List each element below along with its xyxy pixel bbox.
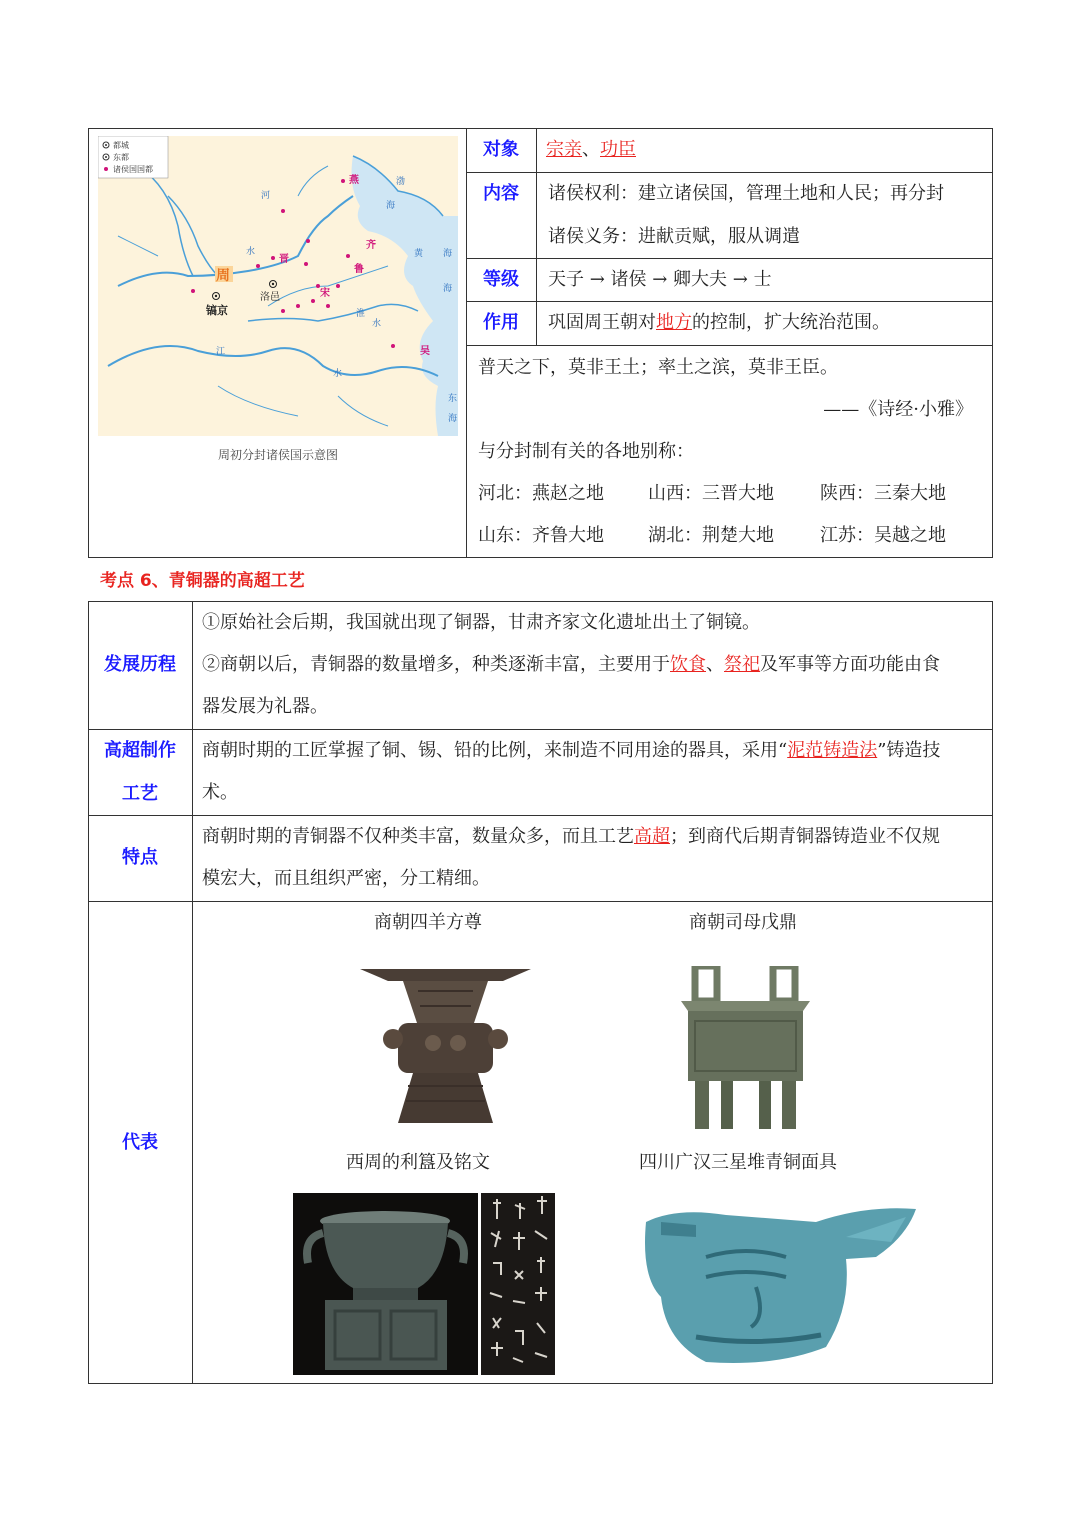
svg-text:河: 河	[261, 191, 271, 201]
svg-text:海: 海	[386, 201, 396, 211]
map-label-yan: 燕	[349, 175, 359, 186]
svg-text:海: 海	[443, 249, 453, 259]
map-label-luoyi: 洛邑	[260, 292, 280, 303]
target-ministers: 功臣	[600, 139, 636, 160]
sanxingdui-mask-image	[636, 1197, 921, 1367]
four-goat-zun-image	[358, 961, 533, 1126]
label-content: 内容	[483, 183, 519, 204]
svg-text:海: 海	[448, 414, 458, 424]
legend-eastern-capital: 东都	[113, 153, 129, 162]
effect-local: 地方	[656, 312, 692, 333]
craft-clay-mold: 泥范铸造法	[787, 740, 878, 761]
map-caption: 周初分封诸侯国示意图	[217, 448, 338, 462]
map-label-zhou: 周	[216, 268, 230, 284]
legend-vassal-capital: 诸侯国国都	[113, 165, 153, 174]
map-label-jin: 晋	[279, 254, 289, 265]
svg-text:渤: 渤	[396, 177, 406, 187]
content-rights: 诸侯权利：建立诸侯国，管理土地和人民；再分封	[548, 183, 944, 204]
label-rank: 等级	[483, 269, 519, 290]
craft-line-2: 术。	[202, 782, 238, 803]
effect-value: 巩固周王朝对地方的控制，扩大统治范围。	[548, 312, 890, 333]
quote-text: 普天之下，莫非王土；率土之滨，莫非王臣。	[478, 357, 838, 378]
caption-simuwu-ding: 商朝司母戊鼎	[689, 912, 797, 933]
quote-source: ——《诗经·小雅》	[823, 399, 973, 420]
section-title: 考点 6、青铜器的高超工艺	[100, 571, 305, 591]
svg-text:淮: 淮	[356, 309, 366, 319]
feature-line-2: 模宏大，而且组织严密，分工精细。	[202, 868, 490, 889]
map-label-haojing: 镐京	[206, 304, 228, 317]
caption-li-gui: 西周的利簋及铭文	[346, 1152, 490, 1173]
map-figure	[98, 136, 458, 462]
craft-line-1: 商朝时期的工匠掌握了铜、锡、铅的比例，来制造不同用途的器具，采用“泥范铸造法”铸造技	[202, 740, 941, 761]
table-bronze	[88, 601, 993, 1384]
svg-text:水: 水	[372, 319, 382, 329]
label-feature: 特点	[122, 847, 158, 868]
dev-food: 饮食	[670, 654, 706, 675]
simuwu-ding-image	[673, 966, 818, 1131]
caption-four-goat-zun: 商朝四羊方尊	[374, 912, 482, 933]
label-representative: 代表	[122, 1132, 158, 1153]
label-craft-2: 工艺	[122, 783, 158, 804]
svg-text:海: 海	[443, 284, 453, 294]
label-craft-1: 高超制作	[104, 740, 176, 761]
map-label-song: 宋	[320, 288, 330, 299]
dev-sacrifice: 祭祀	[724, 654, 760, 675]
li-gui-image	[293, 1193, 555, 1375]
label-target: 对象	[483, 139, 519, 160]
development-line-2: ②商朝以后，青铜器的数量增多，种类逐渐丰富，主要用于饮食、祭祀及军事等方面功能由食	[202, 654, 940, 675]
content-duties: 诸侯义务：进献贡赋，服从调遣	[548, 226, 800, 247]
svg-text:水: 水	[333, 369, 343, 379]
development-line-1: ①原始社会后期，我国就出现了铜器，甘肃齐家文化遗址出土了铜镜。	[202, 612, 760, 633]
feature-line-1: 商朝时期的青铜器不仅种类丰富，数量众多，而且工艺高超；到商代后期青铜器铸造业不仅规	[202, 826, 940, 847]
svg-text:水: 水	[246, 247, 256, 257]
label-effect: 作用	[483, 312, 519, 333]
rank-hierarchy: 天子 → 诸侯 → 卿大夫 → 士	[548, 269, 772, 290]
svg-text:黄: 黄	[414, 249, 424, 259]
map-label-lu: 鲁	[354, 264, 364, 275]
development-line-3: 器发展为礼器。	[202, 696, 328, 717]
legend-capital: 都城	[113, 141, 129, 150]
map-label-qi: 齐	[366, 240, 376, 251]
map-label-wu: 吴	[420, 346, 430, 357]
zhou-fief-map	[98, 136, 458, 436]
svg-text:东: 东	[448, 394, 458, 404]
svg-text:江: 江	[216, 347, 226, 357]
table-fengjian: 都城 东都 诸侯国国都 周 镐京 洛邑 燕 晋 齐 鲁 宋 吴 河 水 江 水 淮 水 渤 海 黄 海 海 东 海 周初分封诸侯国示意图 对象 宗亲、功臣 内容 诸侯权利：建立诸侯国，管理土地和人民；再分封 诸侯义务：进献贡赋，服从调遣 等级 天子 → 诸侯 → 卿大夫 → 士 作用 巩固周王朝对地方的控制，扩大统治范围。 普天之下，莫非王土；率土之滨，莫非王臣。 ——《诗经·小雅》 与分封制有关的各地别称： 河北：燕赵之地 山西：三晋大地 陕西：三秦大地 山东：齐鲁大地 湖北：荆楚大地 江苏：吴越之地	[88, 128, 993, 558]
target-kin: 宗亲	[546, 139, 582, 160]
alias-title: 与分封制有关的各地别称：	[478, 441, 694, 462]
label-development: 发展历程	[104, 654, 176, 675]
feature-superb: 高超	[634, 826, 670, 847]
row-target-value: 宗亲、功臣	[546, 139, 636, 160]
caption-sanxingdui-mask: 四川广汉三星堆青铜面具	[639, 1152, 837, 1173]
